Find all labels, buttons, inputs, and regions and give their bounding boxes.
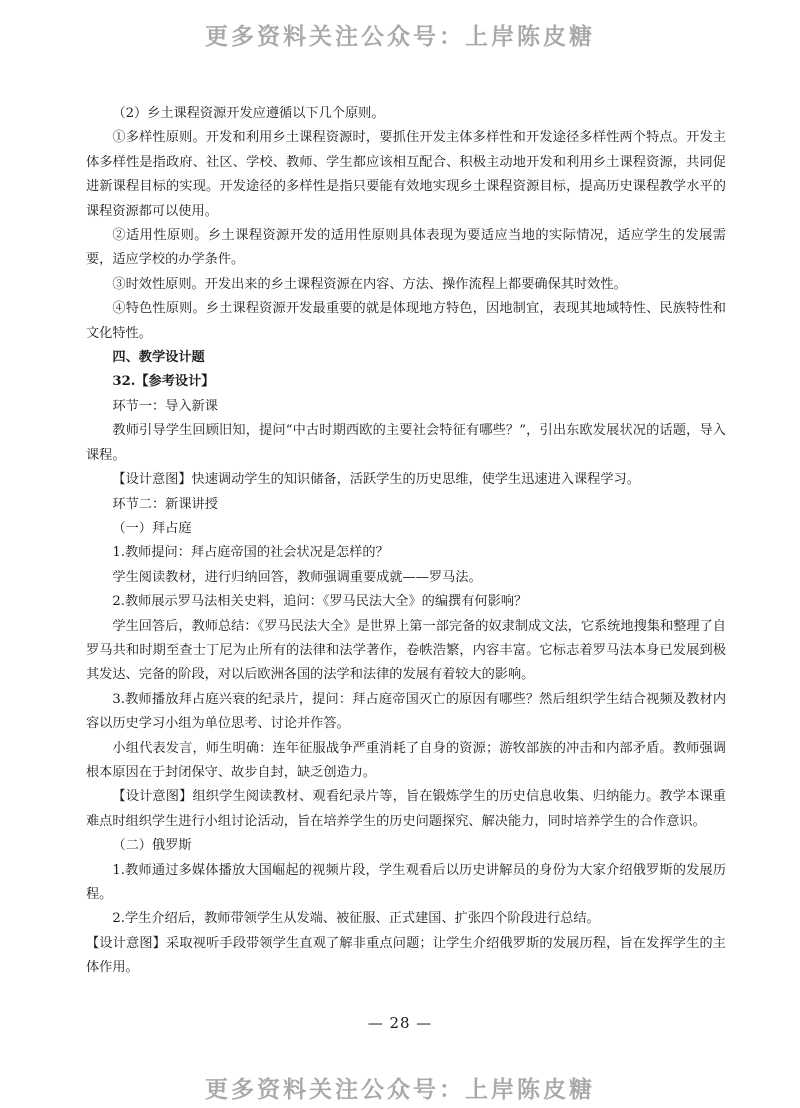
watermark-top: 更多资料关注公众号：上岸陈皮糖 — [205, 24, 595, 50]
section-heading: 四、教学设计题 — [112, 350, 205, 366]
design-intent-2: 【设计意图】组织学生阅读教材、观看纪录片等，旨在锻炼学生的历史信息收集、归纳能力。教学本课重难点时组织学生进行小组讨论活动，旨在培养学生的历史问题探究、解决能力，同时培养学生的合作意识。 — [86, 789, 726, 829]
paragraph-intro-question: 教师引导学生回顾旧知，提问“中古时期西欧的主要社会特征有哪些？”，引出东欧发展状况的话题，导入课程。 — [86, 423, 726, 463]
design-intent-1: 【设计意图】快速调动学生的知识储备，活跃学生的历史思维，使学生迅速进入课程学习。 — [112, 472, 640, 488]
document-body — [86, 102, 726, 981]
page-number: — 28 — — [367, 1014, 433, 1032]
paragraph-russia-1: 1.教师通过多媒体播放大国崛起的视频片段，学生观看后以历史讲解员的身份为大家介绍俄罗斯的发展历程。 — [86, 862, 726, 902]
paragraph-question-2: 2.教师展示罗马法相关史料，追问：《罗马民法大全》的编撰有何影响？ — [112, 594, 528, 610]
paragraph-answer-1: 学生阅读教材，进行归纳回答，教师强调重要成就——罗马法。 — [112, 569, 482, 585]
paragraph-principles-intro: （2）乡土课程资源开发应遵循以下几个原则。 — [112, 106, 385, 121]
paragraph-answer-2: 学生回答后，教师总结：《罗马民法大全》是世界上第一部完备的奴隶制成文法，它系统地搜集和整理了自罗马共和时期至查士丁尼为止所有的法律和法学著作，卷帙浩繁，内容丰富。它标志着罗马法本身已发展到极其发达、完备的阶段，对以后欧洲各国的法学和法律的发展有着较大的影响。 — [86, 618, 726, 683]
paragraph-question-1: 1.教师提问：拜占庭帝国的社会状况是怎样的？ — [112, 545, 389, 561]
design-intent-3: 【设计意图】采取视听手段带领学生直观了解非重点问题；让学生介绍俄罗斯的发展历程，旨在发挥学生的主体作用。 — [86, 935, 726, 976]
paragraph-question-3: 3.教师播放拜占庭兴衰的纪录片，提问：拜占庭帝国灭亡的原因有哪些？然后组织学生结合视频及教材内容以历史学习小组为单位思考、讨论并作答。 — [86, 691, 726, 732]
paragraph-timeliness: ③时效性原则。开发出来的乡土课程资源在内容、方法、操作流程上都要确保其时效性。 — [112, 276, 627, 292]
step-one-title: 环节一：导入新课 — [112, 398, 218, 414]
step-two-title: 环节二：新课讲授 — [112, 496, 218, 512]
paragraph-applicability: ②适用性原则。乡土课程资源开发的适用性原则具体表现为要适应当地的实际情况，适应学生的发展需要，适应学校的办学条件。 — [86, 228, 726, 268]
paragraph-answer-3: 小组代表发言，师生明确：连年征服战争严重消耗了自身的资源；游牧部族的冲击和内部矛盾。教师强调根本原因在于封闭保守、故步自封，缺乏创造力。 — [86, 740, 726, 780]
subsection-russia: （二）俄罗斯 — [112, 838, 192, 854]
watermark-bottom: 更多资料关注公众号：上岸陈皮糖 — [205, 1077, 595, 1103]
question-label: 32.【参考设计】 — [112, 374, 215, 390]
paragraph-diversity: ①多样性原则。开发和利用乡土课程资源时，要抓住开发主体多样性和开发途径多样性两个特点。开发主体多样性是指政府、社区、学校、教师、学生都应该相互配合、积极主动地开发和利用乡土课程资源，共同促进新课程目标的实现。开发途径的多样性是指只要能有效地实现乡土课程资源目标，提高历史课程教学水平的课程资源都可以使用。 — [86, 130, 726, 219]
subsection-byzantium: （一）拜占庭 — [112, 520, 192, 536]
paragraph-characteristic: ④特色性原则。乡土课程资源开发最重要的就是体现地方特色，因地制宜，表现其地域特性、民族特性和文化特性。 — [86, 301, 726, 341]
paragraph-russia-2: 2.学生介绍后，教师带领学生从发端、被征服、正式建国、扩张四个阶段进行总结。 — [112, 911, 600, 927]
